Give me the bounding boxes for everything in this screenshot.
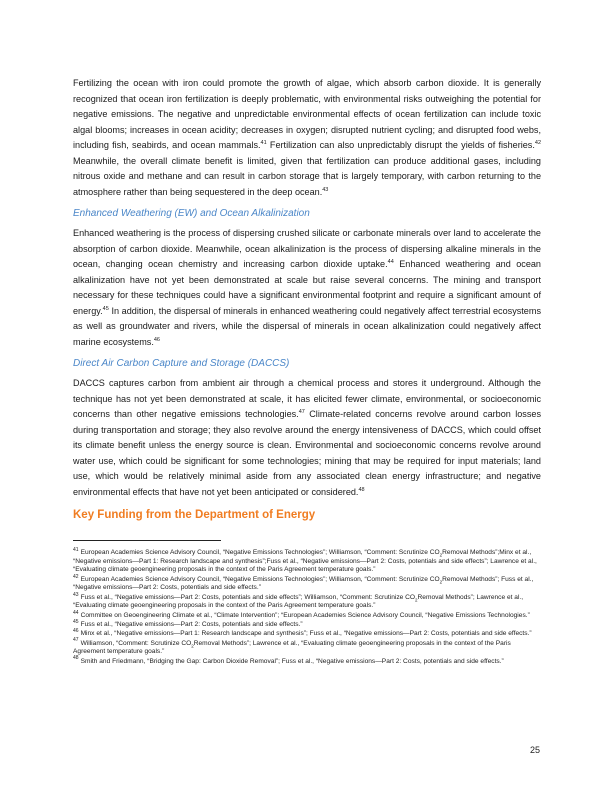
footnote-number: 47 bbox=[73, 637, 79, 644]
text: Fertilization can also unpredictably disrupt the yields of fisheries. bbox=[266, 140, 535, 150]
footnote-divider bbox=[73, 540, 221, 541]
footnote-48 bbox=[73, 655, 543, 667]
text: European Academies Science Advisory Council, “Negative Emissions Technologies”; Williamson, “Comment: Scrutinize CO bbox=[80, 549, 440, 556]
footnote-number: 42 bbox=[73, 573, 79, 580]
section-heading-doe-funding: Key Funding from the Department of Energy bbox=[73, 509, 316, 521]
footnote-ref[interactable]: 42 bbox=[534, 139, 542, 146]
footnote-ref[interactable]: 47 bbox=[298, 408, 305, 415]
footnote-42 bbox=[73, 573, 543, 593]
subscript: 2 bbox=[415, 597, 418, 603]
footnote-45 bbox=[73, 618, 543, 630]
text: Removal Methods”; Lawrence et al., “Evaluating climate geoengineering proposals in the context of the Paris Agreement temperature goals.” bbox=[73, 639, 511, 656]
footnote-number: 41 bbox=[73, 546, 79, 553]
footnote-46 bbox=[73, 630, 543, 639]
footnote-ref[interactable]: 41 bbox=[260, 139, 267, 146]
text: In addition, the dispersal of minerals in enhanced weathering could negatively affect terrestrial ecosystems as well as groundwater and rivers, while the dispersal of minerals in ocean alkalinization could negatively affect marine ecosystems. bbox=[73, 305, 541, 347]
footnote-number: 43 bbox=[73, 591, 79, 598]
text: Williamson, “Comment: Scrutinize CO bbox=[80, 639, 192, 647]
text: Removal Methods”; Lawrence et al., “Evaluating climate geoengineering proposals in the context of the Paris Agreement temperature goals.” bbox=[73, 593, 524, 610]
footnote-number: 46 bbox=[73, 628, 79, 635]
text: European Academies Science Advisory Council, “Negative Emissions Technologies”; Williamson, “Comment: Scrutinize CO bbox=[80, 575, 440, 583]
footnote-ref[interactable]: 43 bbox=[322, 186, 329, 193]
footnote-41 bbox=[73, 546, 543, 575]
footnote-number: 48 bbox=[73, 655, 79, 662]
text: Minx et al., “Negative emissions—Part 1: Research landscape and synthesis”; Fuss et al., “Negative emissions—Part 2: Costs, potentials and side effects.” bbox=[80, 630, 532, 638]
text: Enhanced weathering is the process of dispersing crushed silicate or carbonate minerals over land to accelerate the absorption of carbon dioxide. Meanwhile, ocean alkalinization is the process of dispersing alkaline minerals in the ocean, changing ocean chemistry and increasing carbon dioxide uptake. bbox=[73, 228, 541, 269]
footnotes bbox=[73, 546, 543, 667]
text: DACCS captures carbon from ambient air through a chemical process and stores it underground. Although the technique has not yet been demonstrated at scale, it has elicited fewer climate, environmental, or socioeconomic concerns than other negative emissions technologies. bbox=[73, 378, 541, 419]
footnote-ref[interactable]: 45 bbox=[102, 305, 109, 312]
text: Fuss et al., “Negative emissions—Part 2: Costs, potentials and side effects.” bbox=[80, 621, 303, 628]
text: Removal Methods”;Minx et al., “Negative emissions—Part 1: Research landscape and synthesis”;Fuss et al., “Negative emissions—Part 2: Costs, potentials and side effects”; Lawrence et al., “Evaluating climate geoengineering proposals in the context of the Paris Agreement temperature goals.” bbox=[73, 549, 537, 574]
footnote-43 bbox=[73, 591, 543, 611]
subscript: 2 bbox=[439, 579, 443, 585]
subheading-enhanced-weathering: Enhanced Weathering (EW) and Ocean Alkalinization bbox=[73, 208, 310, 219]
text: Committee on Geoengineering Climate et al., “Climate Intervention”; “European Academies Science Advisory Council, “Negative Emissions Technologies.” bbox=[80, 611, 530, 619]
main-content bbox=[73, 76, 541, 523]
footnote-number: 44 bbox=[73, 609, 79, 616]
footnote-ref[interactable]: 44 bbox=[387, 258, 394, 265]
text: Fertilizing the ocean with iron could promote the growth of algae, which absorb carbon dioxide. It is generally recognized that ocean iron fertilization is deeply problematic, with environmental risks outweighing the potential for negative emissions. The negative and unpredictable environmental effects of ocean fertilization can include toxic algal blooms; increases in ocean acidity; decreases in oxygen; disrupted nutrient cycling; and disrupted food webs, including fish, seabirds, and ocean mammals. bbox=[73, 78, 541, 150]
text: Enhanced weathering and ocean alkalinization have not yet been demonstrated at scale but raise several concerns. The mining and transport necessary for these techniques could have a significant environmental footprint and require a significant amount of energy. bbox=[73, 259, 541, 316]
subscript: 2 bbox=[439, 552, 443, 558]
subscript: 2 bbox=[191, 642, 194, 648]
text: Removal Methods”; Fuss et al., “Negative emissions—Part 2: Costs, potentials and side effects.” bbox=[73, 575, 534, 592]
text: Climate-related concerns revolve around carbon losses during transportation and storage; they also revolve around the energy intensiveness of DACCS, which could offset its climate benefit unless the energy source is clean. Environmental and socioeconomic concerns revolve around water use, which could be significant for some technologies; mining that may be required for input materials; land use, which would be relatively minimal aside from any associated clean energy infrastructure; and negative environmental effects that have not yet been anticipated or considered. bbox=[73, 409, 541, 497]
footnote-ref[interactable]: 46 bbox=[153, 336, 160, 343]
page-number: 25 bbox=[530, 745, 541, 755]
paragraph-enhanced-weathering bbox=[73, 226, 541, 350]
paragraph-ocean-fertilization bbox=[73, 76, 541, 200]
footnote-ref[interactable]: 48 bbox=[358, 486, 365, 493]
footnote-number: 45 bbox=[73, 618, 79, 625]
text: Meanwhile, the overall climate benefit is limited, given that fertilization can produce additional gases, including nitrous oxide and methane and can result in carbon storage that is largely temporary, with carbon returning to the atmosphere rather than being sequestered in the deep ocean. bbox=[73, 155, 541, 197]
footnote-47 bbox=[73, 637, 543, 657]
paragraph-daccs bbox=[73, 376, 541, 500]
subheading-daccs: Direct Air Carbon Capture and Storage (DACCS) bbox=[73, 358, 290, 369]
text: Fuss et al., “Negative emissions—Part 2: Costs, potentials and side effects”; Williamson, “Comment: Scrutinize CO bbox=[80, 593, 416, 601]
text: Smith and Friedmann, “Bridging the Gap: Carbon Dioxide Removal”; Fuss et al., “Negative emissions—Part 2: Costs, potentials and side effects.” bbox=[80, 657, 504, 665]
footnote-44 bbox=[73, 609, 543, 621]
